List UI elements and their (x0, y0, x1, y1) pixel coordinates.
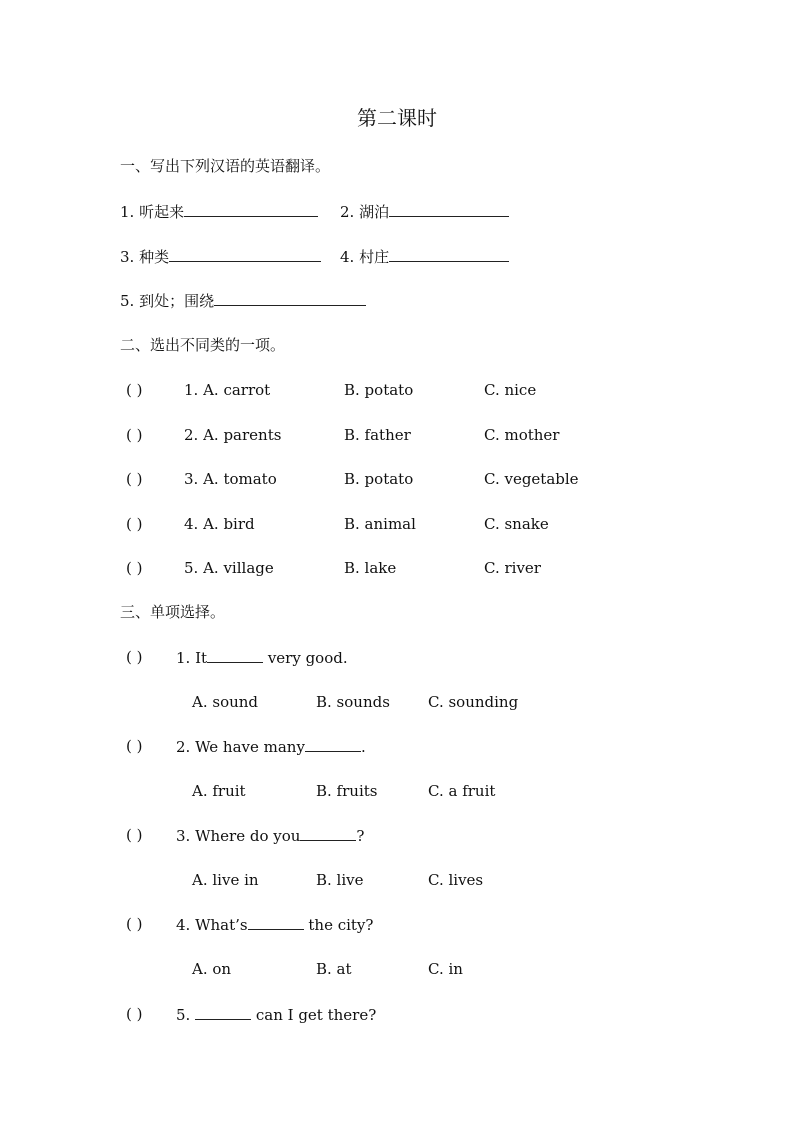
s1-item-5-blank[interactable] (214, 290, 366, 306)
s1-item-2-blank[interactable] (389, 201, 509, 217)
s3-q1-blank[interactable] (207, 647, 263, 663)
s3-q4-a: A. on (192, 960, 232, 978)
s1-item-1-blank[interactable] (184, 201, 318, 217)
s2-row-5-b: B. lake (344, 559, 397, 577)
s2-row-3-c: C. vegetable (484, 470, 579, 488)
s3-q2-blank[interactable] (305, 736, 361, 752)
s1-item-4-blank[interactable] (389, 246, 509, 262)
s2-row-5-paren[interactable]: ( ) (126, 559, 143, 577)
s3-q1-post: very good. (263, 649, 348, 667)
s2-row-2-c: C. mother (484, 426, 560, 444)
s3-q4-stem (176, 914, 373, 935)
s1-item-5-label: 5. 到处；围绕 (120, 292, 215, 310)
section2-heading: 二、选出不同类的一项。 (120, 336, 286, 354)
s3-q2-pre: 2. We have many (176, 738, 305, 756)
s2-row-2-a: 2. A. parents (184, 426, 282, 444)
s3-q5-paren[interactable]: ( ) (126, 1005, 143, 1023)
s3-q2-post: . (360, 738, 366, 756)
s2-row-3-paren[interactable]: ( ) (126, 470, 143, 488)
s3-q4-paren[interactable]: ( ) (126, 915, 143, 933)
s2-row-3-b: B. potato (344, 470, 414, 488)
s1-item-2-label: 2. 湖泊 (340, 203, 390, 221)
s2-row-3-a: 3. A. tomato (184, 470, 277, 488)
section1-heading: 一、写出下列汉语的英语翻译。 (120, 157, 331, 175)
s2-row-4-c: C. snake (484, 515, 549, 533)
s2-row-4-b: B. animal (344, 515, 416, 533)
s3-q2-b: B. fruits (316, 782, 378, 800)
s3-q2-a: A. fruit (192, 782, 246, 800)
s2-row-5-a: 5. A. village (184, 559, 274, 577)
s3-q5-blank[interactable] (195, 1004, 251, 1020)
s2-row-4-paren[interactable]: ( ) (126, 515, 143, 533)
s3-q3-paren[interactable]: ( ) (126, 826, 143, 844)
page-title: 第二课时 (357, 106, 437, 130)
s3-q1-paren[interactable]: ( ) (126, 648, 143, 666)
s3-q1-pre: 1. It (176, 649, 208, 667)
s1-item-3-label: 3. 种类 (120, 248, 170, 266)
s3-q2-c: C. a fruit (428, 782, 496, 800)
s3-q4-b: B. at (316, 960, 352, 978)
s3-q2-stem (176, 736, 366, 757)
s3-q1-a: A. sound (192, 693, 259, 711)
s1-item-4-label: 4. 村庄 (340, 248, 390, 266)
s1-item-5 (120, 290, 366, 311)
s3-q4-blank[interactable] (248, 914, 304, 930)
s3-q3-blank[interactable] (300, 825, 356, 841)
s1-item-1-label: 1. 听起来 (120, 203, 185, 221)
s3-q3-stem (176, 825, 364, 846)
s2-row-5-c: C. river (484, 559, 541, 577)
s3-q1-c: C. sounding (428, 693, 519, 711)
s3-q5-post: can I get there? (251, 1006, 377, 1024)
s2-row-2-b: B. father (344, 426, 411, 444)
s3-q1-b: B. sounds (316, 693, 390, 711)
s1-item-3 (120, 246, 321, 267)
s2-row-1-a: 1. A. carrot (184, 381, 271, 399)
s1-item-2 (340, 201, 509, 222)
section3-heading: 三、单项选择。 (120, 603, 226, 621)
s2-row-1-paren[interactable]: ( ) (126, 381, 143, 399)
s3-q1-stem (176, 647, 348, 668)
s3-q4-post: the city? (303, 916, 374, 934)
s1-item-1 (120, 201, 318, 222)
s2-row-4-a: 4. A. bird (184, 515, 255, 533)
s3-q4-pre: 4. What’s (176, 916, 248, 934)
s3-q3-c: C. lives (428, 871, 484, 889)
s3-q3-pre: 3. Where do you (176, 827, 301, 845)
s1-item-4 (340, 246, 509, 267)
s3-q4-c: C. in (428, 960, 463, 978)
s3-q5-pre: 5. (176, 1006, 196, 1024)
s2-row-1-b: B. potato (344, 381, 414, 399)
s2-row-2-paren[interactable]: ( ) (126, 426, 143, 444)
s2-row-1-c: C. nice (484, 381, 537, 399)
s3-q3-post: ? (356, 827, 365, 845)
s3-q3-b: B. live (316, 871, 364, 889)
s3-q2-paren[interactable]: ( ) (126, 737, 143, 755)
s3-q5-stem (176, 1004, 376, 1025)
s3-q3-a: A. live in (192, 871, 259, 889)
s1-item-3-blank[interactable] (169, 246, 321, 262)
